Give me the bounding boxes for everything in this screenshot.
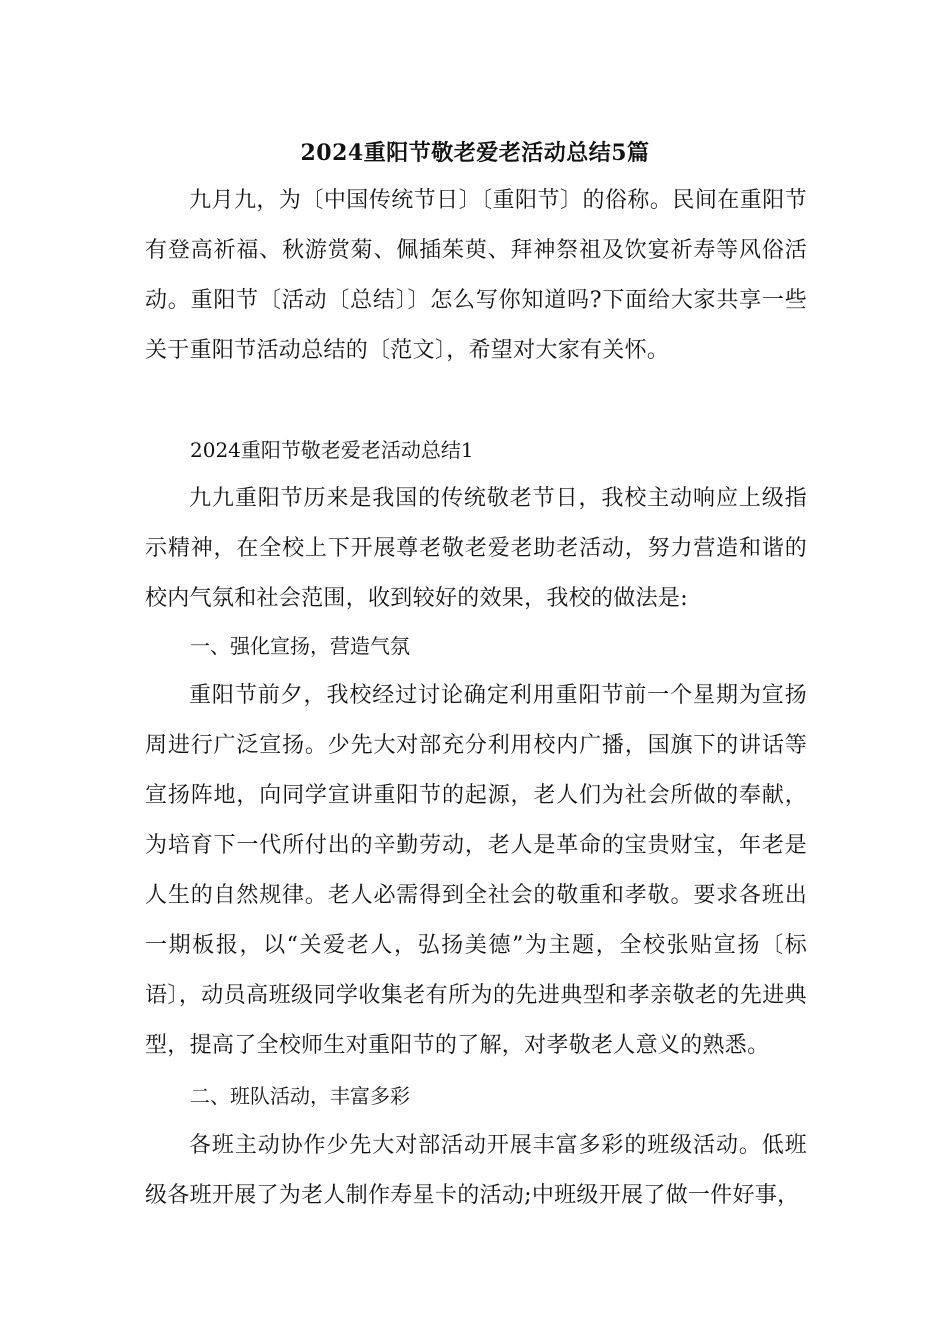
body-paragraph: 九九重阳节历来是我国的传统敬老节日，我校主动响应上级指示精神，在全校上下开展尊老敬老爱老助老活动，努力营造和谐的校内气氛和社会范围，收到较好的效果，我校的做法是: (145, 486, 807, 611)
subheading: 二、班队活动，丰富多彩 (190, 1084, 410, 1108)
body-paragraph: 重阳节前夕，我校经过讨论确定利用重阳节前一个星期为宣扬周进行广泛宣扬。少先大对部充分利用校内广播，国旗下的讲话等宣扬阵地，向同学宣讲重阳节的起源，老人们为社会所做的奉献，为培育下一代所付出的辛勤劳动，老人是革命的宝贵财宝，年老是人生的自然规律。老人必需得到全社会的敬重和孝敬。要求各班出一期板报，以“关爱老人，弘扬美德”为主题，全校张贴宣扬〔标语〕，动员高班级同学收集老有所为的先进典型和孝亲敬老的先进典型，提高了全校师生对重阳节的了解，对孝敬老人意义的熟悉。 (145, 683, 807, 1058)
subheading: 一、强化宣扬，营造气氛 (190, 634, 410, 658)
intro-paragraph: 九月九，为〔中国传统节日〕〔重阳节〕的俗称。民间在重阳节有登高祈福、秋游赏菊、佩插茱萸、拜神祭祖及饮宴祈寿等风俗活动。重阳节〔活动〔总结〕〕怎么写你知道吗?下面给大家共享一些关于重阳节活动总结的〔范文〕，希望对大家有关怀。 (145, 188, 807, 363)
body-paragraph: 各班主动协作少先大对部活动开展丰富多彩的班级活动。低班级各班开展了为老人制作寿星卡的活动;中班级开展了做一件好事， (145, 1133, 807, 1208)
section-heading: 2024重阳节敬老爱老活动总结1 (190, 438, 474, 462)
document-title: 2024重阳节敬老爱老活动总结5篇 (300, 140, 650, 166)
